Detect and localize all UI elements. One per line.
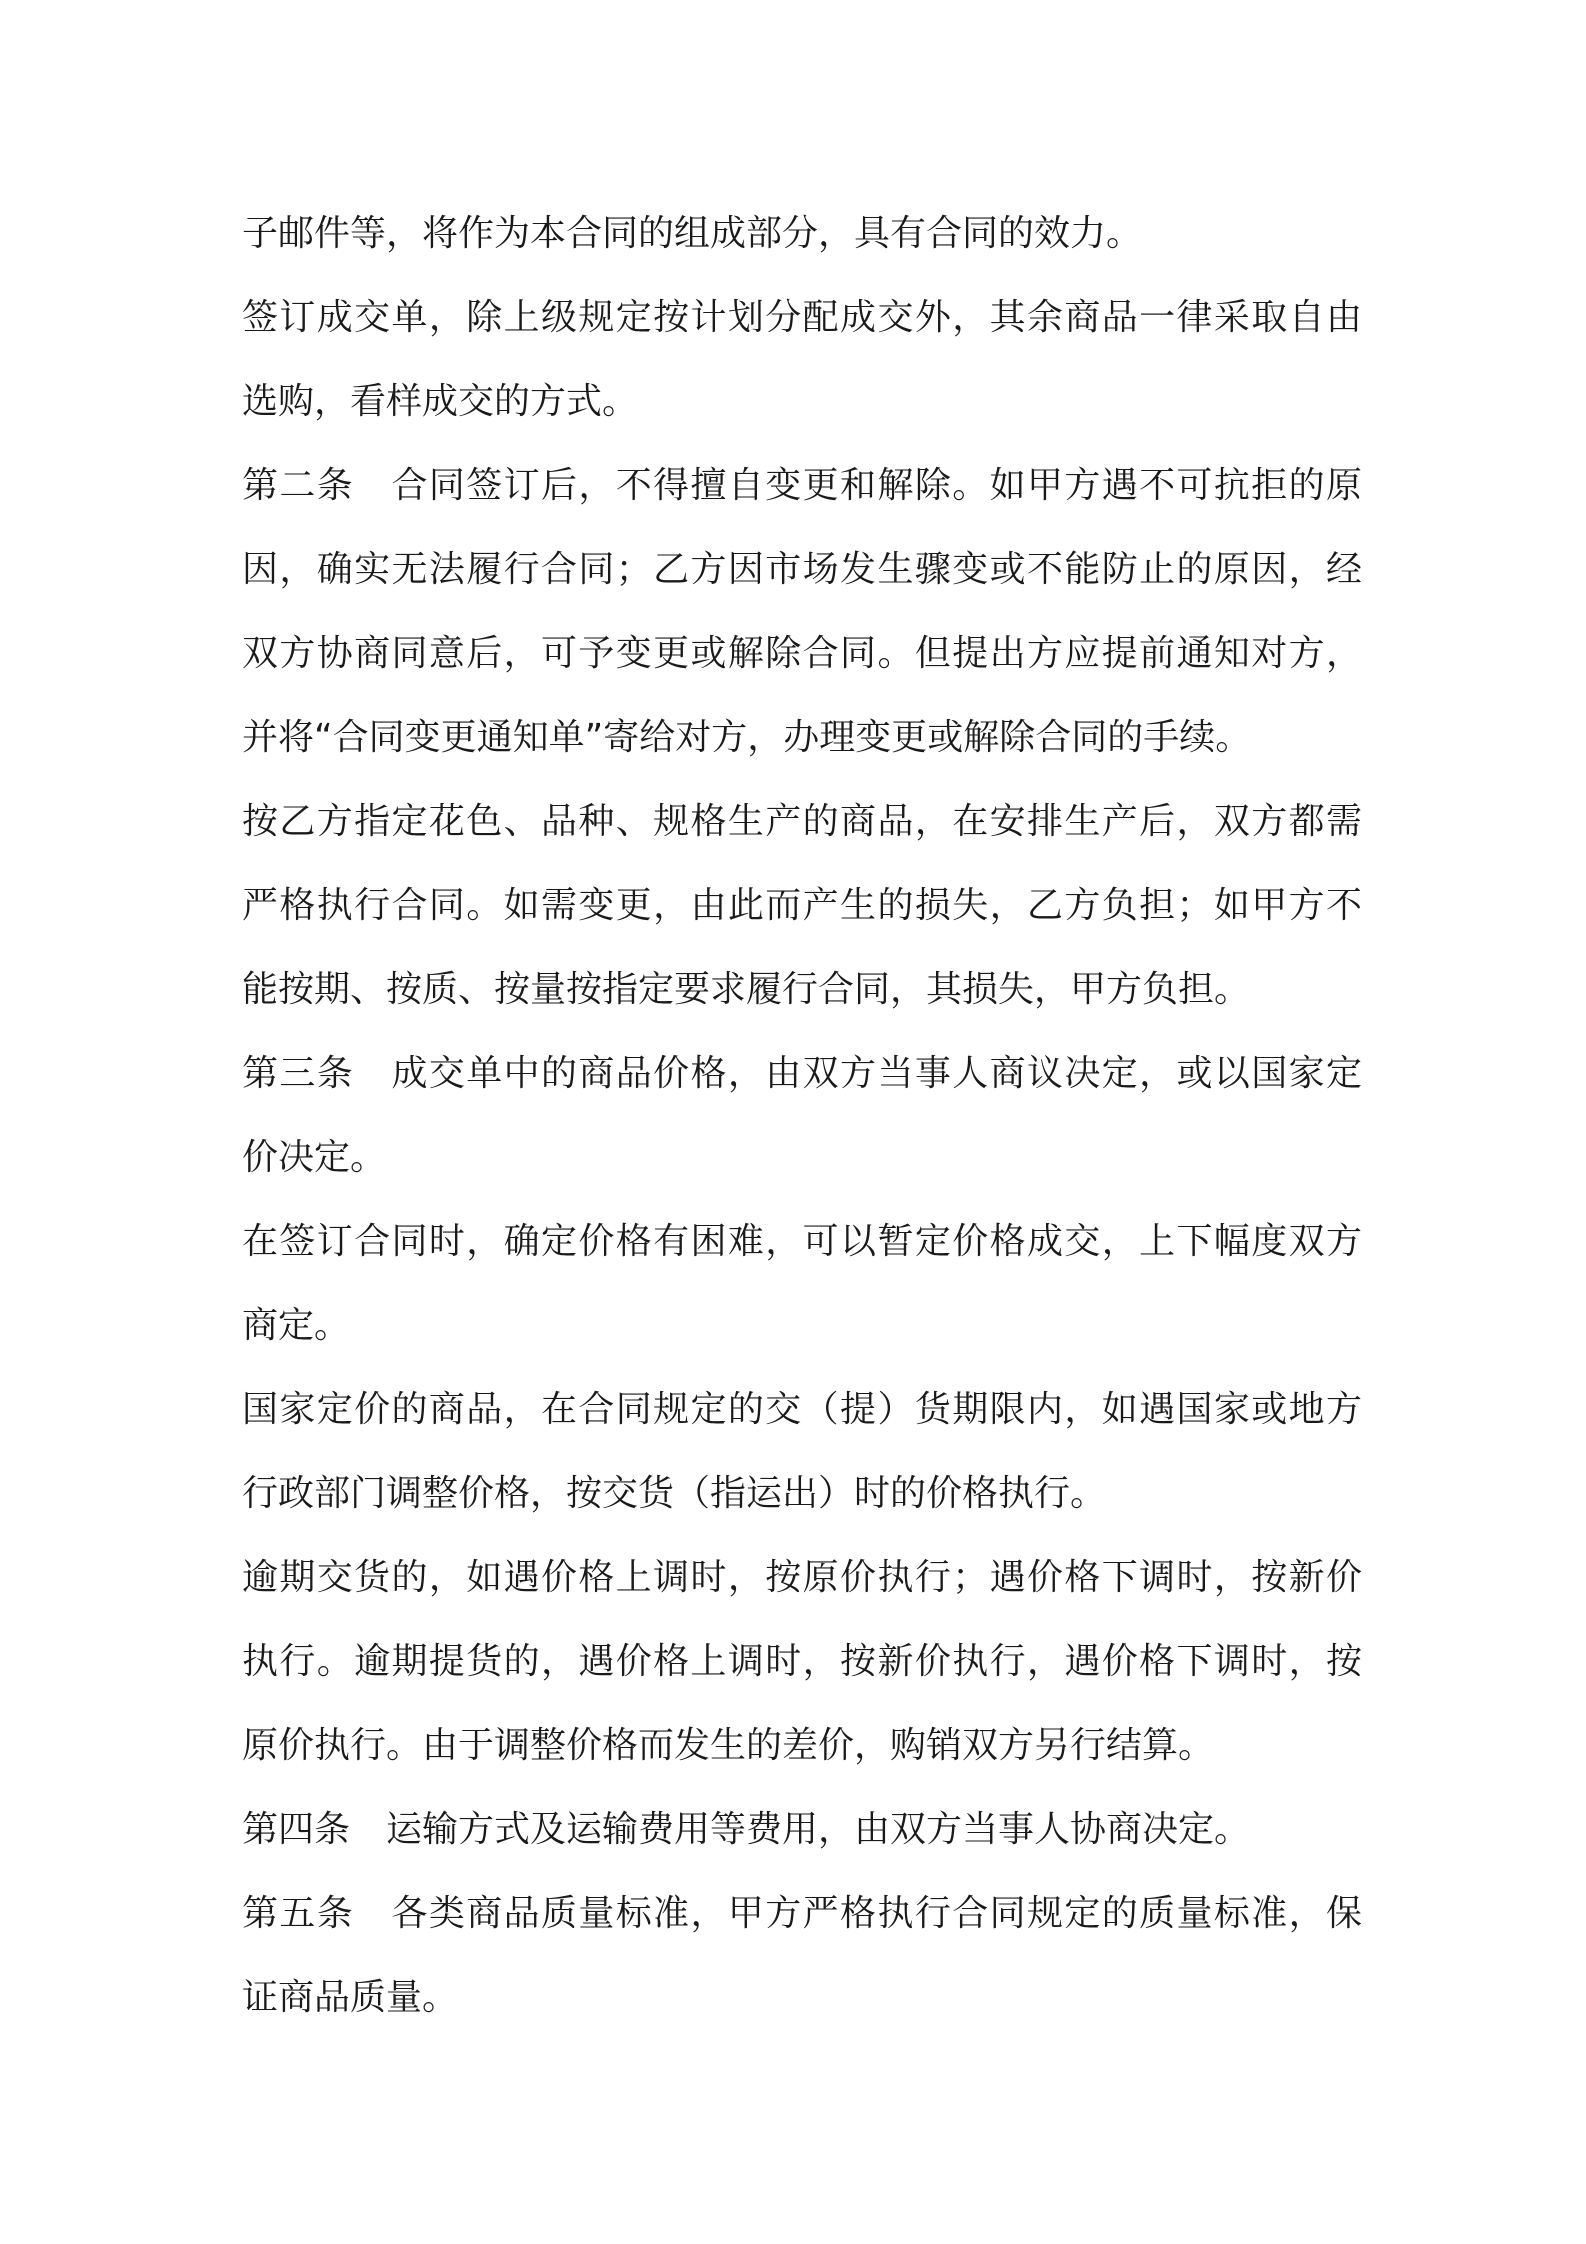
text-line: 选购，看样成交的方式。: [242, 381, 639, 422]
text-line: 原价执行。由于调整价格而发生的差价，购销双方另行结算。: [242, 1725, 1215, 1766]
article-4-line: 第四条 运输方式及运输费用等费用，由双方当事人协商决定。: [242, 1809, 1251, 1850]
text-line: 按乙方指定花色、品种、规格生产的商品，在安排生产后，双方都需: [242, 801, 1362, 842]
text-line: 行政部门调整价格，按交货（指运出）时的价格执行。: [242, 1473, 1107, 1514]
text-line: 证商品质量。: [242, 1977, 459, 2018]
text-line: 双方协商同意后，可予变更或解除合同。但提出方应提前通知对方，: [242, 633, 1362, 674]
text-line: 能按期、按质、按量按指定要求履行合同，其损失，甲方负担。: [242, 969, 1251, 1010]
text-line: 国家定价的商品，在合同规定的交（提）货期限内，如遇国家或地方: [242, 1389, 1362, 1430]
article-2-line: 第二条 合同签订后，不得擅自变更和解除。如甲方遇不可抗拒的原: [242, 465, 1362, 506]
text-line: 在签订合同时，确定价格有困难，可以暂定价格成交，上下幅度双方: [242, 1221, 1362, 1262]
text-line: 逾期交货的，如遇价格上调时，按原价执行；遇价格下调时，按新价: [242, 1557, 1362, 1598]
article-3-line: 第三条 成交单中的商品价格，由双方当事人商议决定，或以国家定: [242, 1053, 1362, 1094]
text-line: 并将“合同变更通知单”寄给对方，办理变更或解除合同的手续。: [242, 717, 1252, 758]
text-line: 商定。: [242, 1305, 351, 1346]
text-line: 签订成交单，除上级规定按计划分配成交外，其余商品一律采取自由: [242, 297, 1362, 338]
document-body: [242, 192, 1362, 2040]
article-5-line: 第五条 各类商品质量标准，甲方严格执行合同规定的质量标准，保: [242, 1893, 1362, 1934]
text-line: 因，确实无法履行合同；乙方因市场发生骤变或不能防止的原因，经: [242, 549, 1362, 590]
text-line: 价决定。: [242, 1137, 387, 1178]
text-line: 执行。逾期提货的，遇价格上调时，按新价执行，遇价格下调时，按: [242, 1641, 1362, 1682]
text-line: 严格执行合同。如需变更，由此而产生的损失，乙方负担；如甲方不: [242, 885, 1362, 926]
text-line: 子邮件等，将作为本合同的组成部分，具有合同的效力。: [242, 213, 1143, 254]
